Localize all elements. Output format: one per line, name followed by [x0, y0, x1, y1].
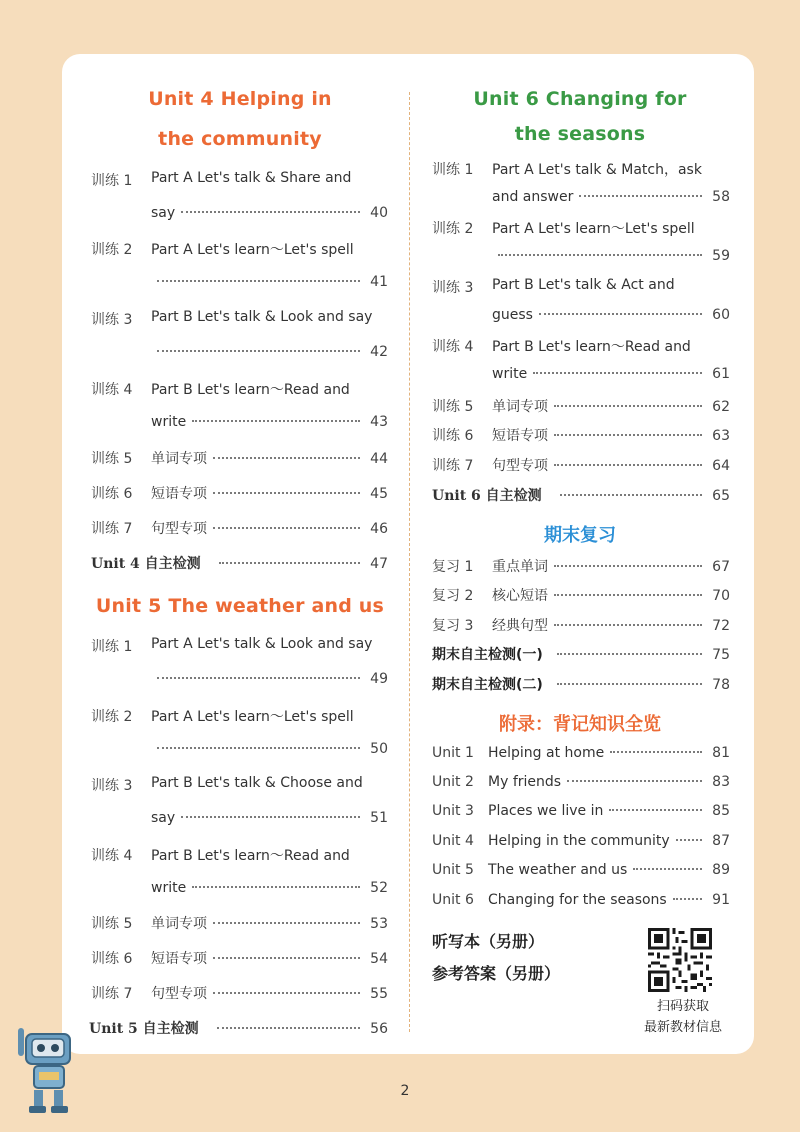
page-number: 53: [370, 916, 388, 932]
entry-title-cont: write: [151, 880, 187, 896]
entry-label: 训练 3: [91, 778, 133, 794]
leader-dots: [533, 372, 702, 374]
entry-title: Part B Let's learn～Read and: [151, 382, 350, 398]
page-number: 50: [370, 741, 388, 757]
final-review-title: 期末复习: [544, 525, 616, 546]
leader-dots: [192, 886, 360, 888]
entry-title: Part B Let's learn～Read and: [151, 848, 350, 864]
entry-label: 训练 2: [91, 242, 133, 258]
leader-dots: [579, 195, 702, 197]
leader-dots: [181, 816, 360, 818]
unit5-title: Unit 5 The weather and us: [95, 595, 385, 617]
leader-dots: [181, 211, 360, 213]
self-check-entry[interactable]: [432, 485, 730, 505]
entry-label: 复习 2: [432, 588, 474, 604]
entry-label: 训练 5: [91, 451, 133, 467]
toc-entry[interactable]: [91, 636, 388, 686]
toc-entry[interactable]: [91, 448, 388, 468]
leader-dots: [192, 420, 360, 422]
entry-label: 训练 7: [432, 458, 474, 474]
entry-title: 单词专项: [151, 451, 207, 467]
leader-dots: [554, 434, 702, 436]
leader-dots: [557, 653, 702, 655]
leader-dots: [610, 751, 702, 753]
entry-title: 经典句型: [492, 618, 548, 634]
leader-dots: [554, 624, 702, 626]
page-number: 52: [370, 880, 388, 896]
entry-title: 短语专项: [492, 428, 548, 444]
leader-dots: [673, 898, 702, 900]
leader-dots: [213, 957, 360, 959]
leader-dots: [554, 405, 702, 407]
entry-label: 训练 7: [91, 986, 133, 1002]
toc-entry[interactable]: [91, 775, 388, 825]
entry-label: 训练 4: [432, 339, 474, 355]
toc-entry[interactable]: [432, 336, 730, 386]
unit6-title-line1: Unit 6 Changing for: [473, 88, 687, 110]
leader-dots: [213, 527, 360, 529]
entry-title: Changing for the seasons: [488, 892, 667, 908]
entry-label: 训练 4: [91, 848, 133, 864]
page-number: 58: [712, 189, 730, 205]
entry-title: Part A Let's learn～Let's spell: [151, 242, 354, 258]
entry-title: Part A Let's talk & Share and: [151, 170, 352, 186]
page-number: 49: [370, 671, 388, 687]
toc-entry[interactable]: [91, 706, 388, 756]
qr-code-icon[interactable]: [648, 928, 712, 992]
page-number: 46: [370, 521, 388, 537]
appendix-title: 附录：背记知识全览: [499, 714, 661, 735]
page-number: 47: [370, 556, 388, 572]
final-test-entry[interactable]: [432, 644, 730, 664]
toc-entry[interactable]: [91, 170, 388, 220]
entry-title: 短语专项: [151, 951, 207, 967]
entry-title: 短语专项: [151, 486, 207, 502]
entry-title: 期末自主检测(二): [432, 677, 543, 693]
self-check-entry[interactable]: [89, 1018, 388, 1038]
toc-entry[interactable]: [91, 983, 388, 1003]
entry-title: Unit 6 自主检测: [432, 488, 542, 504]
entry-title: Helping in the community: [488, 833, 670, 849]
entry-title: 单词专项: [151, 916, 207, 932]
entry-title: Places we live in: [488, 803, 604, 819]
leader-dots: [633, 868, 702, 870]
entry-title-cont: guess: [492, 307, 533, 323]
appendix-entry[interactable]: [432, 833, 730, 849]
entry-label: Unit 6: [432, 892, 474, 908]
entry-title: Part B Let's talk & Look and say: [151, 309, 373, 325]
toc-entry[interactable]: [91, 948, 388, 968]
entry-label: 训练 7: [91, 521, 133, 537]
page-number: 42: [370, 344, 388, 360]
entry-label: 训练 6: [432, 428, 474, 444]
page-number: 59: [712, 248, 730, 264]
entry-title: 重点单词: [492, 559, 548, 575]
leader-dots: [554, 594, 702, 596]
page-number: 65: [712, 488, 730, 504]
entry-title: Helping at home: [488, 745, 605, 761]
entry-title: Part B Let's talk & Act and: [492, 277, 675, 293]
entry-title-cont: and answer: [492, 189, 574, 205]
page-number: 54: [370, 951, 388, 967]
appendix-entry[interactable]: [432, 774, 730, 790]
page-number: 85: [712, 803, 730, 819]
entry-label: 复习 3: [432, 618, 474, 634]
entry-title: Unit 4 自主检测: [91, 556, 201, 572]
leader-dots: [157, 677, 360, 679]
entry-label: 训练 3: [91, 312, 133, 328]
entry-label: 训练 1: [91, 173, 133, 189]
entry-title: Part A Let's talk & Look and say: [151, 636, 373, 652]
leader-dots: [213, 492, 360, 494]
toc-entry[interactable]: [432, 277, 730, 327]
entry-label: 训练 6: [91, 486, 133, 502]
entry-label: 训练 2: [432, 221, 474, 237]
toc-entry[interactable]: [432, 455, 730, 475]
entry-label: Unit 1: [432, 745, 474, 761]
toc-entry[interactable]: [91, 483, 388, 503]
page-number: 51: [370, 810, 388, 826]
toc-entry[interactable]: [91, 239, 388, 289]
entry-label: 训练 6: [91, 951, 133, 967]
page-number: 87: [712, 833, 730, 849]
page-number: 91: [712, 892, 730, 908]
entry-title: 期末自主检测(一): [432, 647, 543, 663]
dictation-book-note: 听写本（另册）: [432, 932, 545, 951]
leader-dots: [539, 313, 702, 315]
toc-entry[interactable]: [432, 615, 730, 635]
toc-entry[interactable]: [432, 425, 730, 445]
toc-entry[interactable]: [432, 159, 730, 209]
page-number: 75: [712, 647, 730, 663]
answer-key-note: 参考答案（另册）: [432, 964, 561, 983]
leader-dots: [157, 280, 360, 282]
column-divider: [409, 92, 410, 1032]
page-number: 55: [370, 986, 388, 1002]
qr-caption-line1: 扫码获取: [656, 999, 709, 1014]
entry-title: 句型专项: [151, 986, 207, 1002]
page-number: 78: [712, 677, 730, 693]
page-number: 63: [712, 428, 730, 444]
entry-label: Unit 5: [432, 862, 474, 878]
final-test-entry[interactable]: [432, 674, 730, 694]
page-number: 61: [712, 366, 730, 382]
page-number: 89: [712, 862, 730, 878]
page-number: 81: [712, 745, 730, 761]
entry-label: 训练 1: [432, 162, 474, 178]
leader-dots: [554, 464, 702, 466]
page-number: 64: [712, 458, 730, 474]
appendix-entry[interactable]: [432, 803, 730, 819]
unit4-title-line1: Unit 4 Helping in: [148, 88, 332, 110]
robot-mascot-icon: [14, 1020, 78, 1116]
entry-label: 训练 1: [91, 639, 133, 655]
entry-title-cont: write: [492, 366, 528, 382]
leader-dots: [567, 780, 702, 782]
entry-title: 句型专项: [492, 458, 548, 474]
entry-label: 训练 4: [91, 382, 133, 398]
leader-dots: [560, 494, 702, 496]
page-number: 41: [370, 274, 388, 290]
entry-title-cont: say: [151, 205, 176, 221]
appendix-entry[interactable]: [432, 892, 730, 908]
page-number: 40: [370, 205, 388, 221]
page-number: 60: [712, 307, 730, 323]
qr-caption-line2: 最新教材信息: [643, 1020, 722, 1035]
entry-label: Unit 4: [432, 833, 474, 849]
toc-entry[interactable]: [432, 585, 730, 605]
entry-label: 训练 5: [432, 399, 474, 415]
toc-entry[interactable]: [432, 218, 730, 268]
entry-title-cont: say: [151, 810, 176, 826]
entry-label: 复习 1: [432, 559, 474, 575]
leader-dots: [157, 350, 360, 352]
page-number: 45: [370, 486, 388, 502]
page-number: 62: [712, 399, 730, 415]
leader-dots: [557, 683, 702, 685]
leader-dots: [213, 992, 360, 994]
unit6-title-line2: the seasons: [514, 123, 646, 145]
entry-title: Part B Let's talk & Choose and: [151, 775, 363, 791]
entry-title: Part B Let's learn～Read and: [492, 339, 691, 355]
toc-entry[interactable]: [91, 845, 388, 895]
page-number: 70: [712, 588, 730, 604]
leader-dots: [219, 562, 360, 564]
entry-title: 单词专项: [492, 399, 548, 415]
page-number: 67: [712, 559, 730, 575]
leader-dots: [609, 809, 702, 811]
toc-entry[interactable]: [91, 913, 388, 933]
entry-label: 训练 2: [91, 709, 133, 725]
entry-title: Part A Let's learn～Let's spell: [492, 221, 695, 237]
toc-entry[interactable]: [432, 396, 730, 416]
appendix-entry[interactable]: [432, 745, 730, 761]
leader-dots: [213, 457, 360, 459]
page-number: 72: [712, 618, 730, 634]
page-number: 43: [370, 414, 388, 430]
page-number-footer: 2: [400, 1083, 410, 1099]
entry-label: Unit 2: [432, 774, 474, 790]
entry-label: 训练 5: [91, 916, 133, 932]
entry-label: Unit 3: [432, 803, 474, 819]
toc-entry[interactable]: [91, 518, 388, 538]
page-number: 83: [712, 774, 730, 790]
leader-dots: [217, 1027, 360, 1029]
entry-title: Unit 5 自主检测: [89, 1021, 199, 1037]
leader-dots: [157, 747, 360, 749]
leader-dots: [676, 839, 702, 841]
entry-title: The weather and us: [488, 862, 628, 878]
unit4-title-line2: the community: [158, 128, 322, 150]
entry-title: 句型专项: [151, 521, 207, 537]
entry-label: 训练 3: [432, 280, 474, 296]
page-number: 56: [370, 1021, 388, 1037]
self-check-entry[interactable]: [91, 553, 388, 573]
leader-dots: [213, 922, 360, 924]
toc-entry[interactable]: [91, 379, 388, 429]
entry-title: My friends: [488, 774, 562, 790]
entry-title: Part A Let's learn～Let's spell: [151, 709, 354, 725]
page-number: 44: [370, 451, 388, 467]
leader-dots: [554, 565, 702, 567]
entry-title: Part A Let's talk & Match，ask: [492, 162, 702, 178]
entry-title-cont: write: [151, 414, 187, 430]
appendix-entry[interactable]: [432, 862, 730, 878]
toc-entry[interactable]: [432, 556, 730, 576]
leader-dots: [498, 254, 702, 256]
entry-title: 核心短语: [492, 588, 548, 604]
toc-entry[interactable]: [91, 309, 388, 359]
